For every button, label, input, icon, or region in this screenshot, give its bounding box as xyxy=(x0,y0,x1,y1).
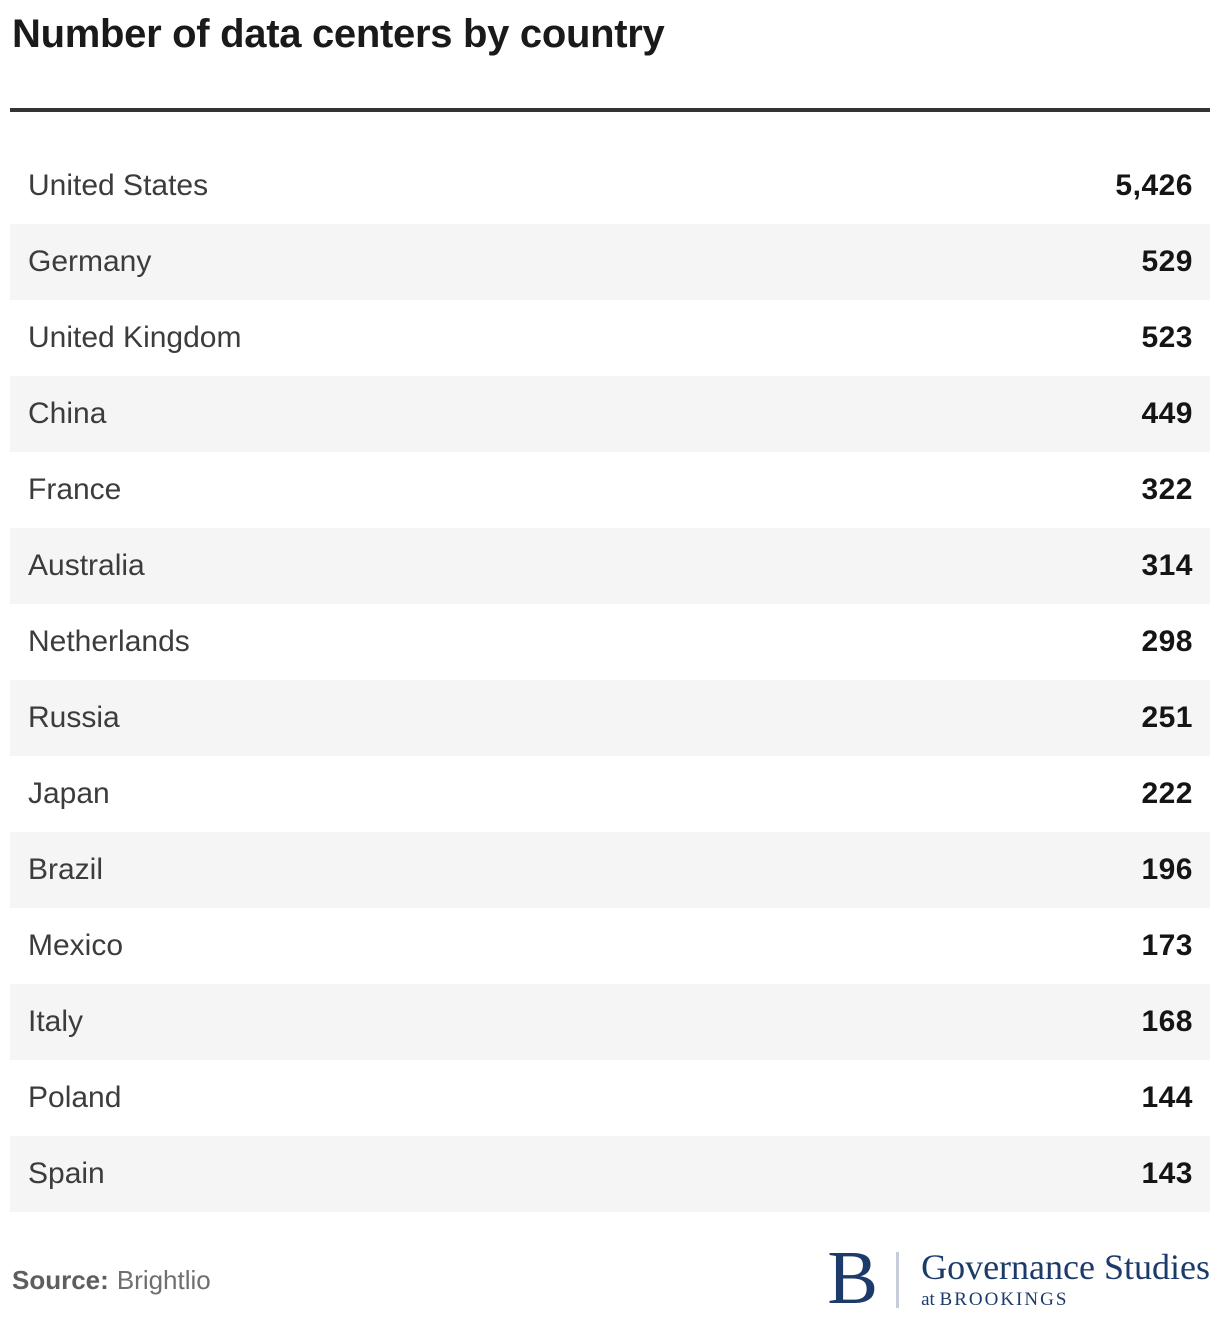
country-label: Australia xyxy=(28,549,145,582)
table-row xyxy=(10,984,1210,1060)
country-value: 314 xyxy=(1141,549,1193,582)
source-note xyxy=(12,1265,211,1296)
country-value: 523 xyxy=(1141,321,1193,354)
table-row xyxy=(10,832,1210,908)
brookings-monogram-icon: B xyxy=(827,1235,879,1320)
logo-program-name: Governance Studies xyxy=(921,1246,1210,1287)
table-row xyxy=(10,452,1210,528)
country-value: 251 xyxy=(1141,701,1193,734)
country-label: Germany xyxy=(28,245,152,278)
country-label: Brazil xyxy=(28,853,104,886)
logo-divider xyxy=(896,1252,899,1308)
title-divider-rule xyxy=(10,108,1210,112)
country-value: 449 xyxy=(1141,397,1193,430)
table-row xyxy=(10,376,1210,452)
table-row xyxy=(10,908,1210,984)
source-label: Source: xyxy=(12,1264,109,1295)
table-row xyxy=(10,1060,1210,1136)
country-label: China xyxy=(28,397,107,430)
country-value: 322 xyxy=(1141,473,1193,506)
country-value: 529 xyxy=(1141,245,1193,278)
country-value: 173 xyxy=(1141,929,1193,962)
country-label: Netherlands xyxy=(28,625,190,658)
country-label: United Kingdom xyxy=(28,321,242,354)
chart-title: Number of data centers by country xyxy=(12,12,665,56)
country-label: Italy xyxy=(28,1005,84,1038)
country-value: 222 xyxy=(1141,777,1193,810)
country-table xyxy=(10,148,1210,1212)
table-row xyxy=(10,604,1210,680)
country-label: Mexico xyxy=(28,929,124,962)
country-value: 298 xyxy=(1141,625,1193,658)
footer xyxy=(10,1235,1210,1320)
brookings-logo xyxy=(827,1235,1210,1320)
country-label: France xyxy=(28,473,122,506)
country-value: 168 xyxy=(1141,1005,1193,1038)
table-row xyxy=(10,300,1210,376)
country-value: 144 xyxy=(1141,1081,1193,1114)
table-row xyxy=(10,680,1210,756)
table-row xyxy=(10,148,1210,224)
logo-org-name: BROOKINGS xyxy=(939,1289,1069,1311)
country-label: Russia xyxy=(28,701,120,734)
country-value: 143 xyxy=(1141,1157,1193,1190)
logo-at-prefix: at xyxy=(921,1289,940,1311)
country-label: Spain xyxy=(28,1157,105,1190)
country-value: 5,426 xyxy=(1115,169,1193,202)
logo-text xyxy=(921,1246,1210,1312)
country-label: United States xyxy=(28,169,209,202)
table-row xyxy=(10,224,1210,300)
table-row xyxy=(10,756,1210,832)
logo-org-line xyxy=(921,1289,1210,1311)
table-row xyxy=(10,1136,1210,1212)
country-label: Japan xyxy=(28,777,110,810)
country-label: Poland xyxy=(28,1081,122,1114)
country-value: 196 xyxy=(1141,853,1193,886)
source-value: Brightlio xyxy=(116,1264,211,1295)
table-row xyxy=(10,528,1210,604)
